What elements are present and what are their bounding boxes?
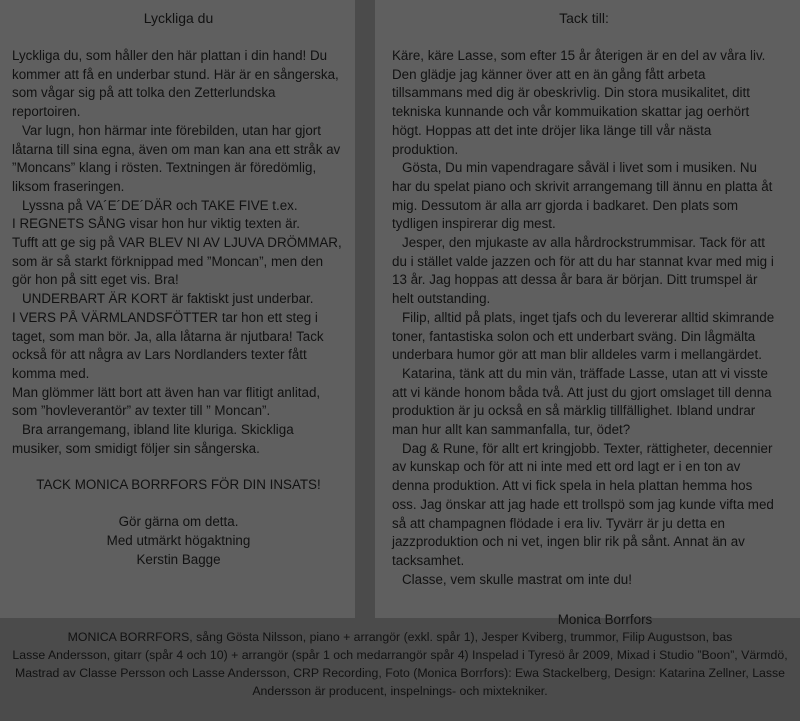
left-paragraph: Bra arrangemang, ibland lite kluriga. Skickliga musiker, som smidigt följer sin sångerska. bbox=[12, 422, 294, 456]
left-paragraph: Var lugn, hon härmar inte förebilden, utan har gjort låtarna till sina egna, även om man kan ana ett stråk av ”Moncans” klang i rösten. Textningen är föredömlig, liksom fraseringen. bbox=[12, 122, 341, 194]
left-paragraph: I REGNETS SÅNG visar hon hur viktig texten är. bbox=[12, 216, 301, 232]
left-paragraph: Man glömmer lätt bort att även han var flitigt anlitad, som ”hovleverantör” av texter till ” Moncan”. bbox=[12, 384, 321, 419]
closing-line: Med utmärkt högaktning bbox=[106, 532, 251, 548]
left-paragraph: Lyssna på VA´E´DE´DÄR och TAKE FIVE t.ex. bbox=[22, 197, 298, 213]
left-paragraph: Lyckliga du, som håller den här plattan i din hand! Du kommer att få en underbar stund. Här är en sångerska, som vågar sig på att tolka den Zetterlundska reportoiren. bbox=[12, 48, 339, 120]
right-title: Tack till: bbox=[559, 10, 609, 26]
left-panel bbox=[0, 0, 355, 618]
left-title: Lyckliga du bbox=[143, 10, 214, 26]
right-paragraph: Käre, käre Lasse, som efter 15 år återigen är en del av våra liv. Den glädje jag känner över att en än gång fått arbeta tillsammans med dig är obeskrivlig. Din stora musikalitet, ditt tekniska kunnande och vår kommuikation skattar jag oerhört högt. Hoppas att det inte dröjer lika länge till vår nästa produktion. bbox=[392, 48, 766, 157]
right-paragraph: Dag & Rune, för allt ert kringjobb. Texter, rättigheter, decennier av kunskap och för att ni inte med ett ord lagt er i en ton av denna produktion. Att vi fick spela in hela plattan hemma hos oss. Jag önskar att jag hade ett trollspö som jag kunde vifta med så att champagnen flödade i era liv. Tyvärr är ju detta en jazzproduktion och ni vet, ingen blir rik på sånt. Annat än av tacksamhet. bbox=[392, 440, 774, 568]
right-paragraph: Katarina, tänk att du min vän, träffade Lasse, utan att vi visste att vi kände honom båda två. Att just du gjort omslaget till denna produktion är ju också en så märklig tillfällighet. Ibland undrar man hur allt kan sammanfalla, tur, ödet? bbox=[392, 365, 772, 438]
signature: Monica Borrfors bbox=[557, 612, 653, 628]
left-paragraph: I VERS PÅ VÄRMLANDSFÖTTER tar hon ett steg i taget, som man bör. Ja, alla låtarna är njutbara! Tack också för att några av Lars Nordlanders texter fått komma med. bbox=[12, 309, 324, 381]
credits-line: Mastrad av Classe Persson och Lasse Andersson, CRP Recording, Foto (Monica Borrfors): Ewa Stackelberg, Design: Katarina Zellner, Lasse bbox=[14, 666, 786, 680]
credits-line: MONICA BORRFORS, sång Gösta Nilsson, piano + arrangör (exkl. spår 1), Jesper Kviberg, trummor, Filip Augustson, bas bbox=[67, 630, 733, 644]
right-paragraph: Filip, alltid på plats, inget tjafs och du levererar alltid skimrande toner, fantastiska solon och ett underbart sväng. Din lågmälta underbara humor gör att man blir alldeles varm i mellangärdet. bbox=[392, 309, 775, 363]
left-paragraph: Tufft att ge sig på VAR BLEV NI AV LJUVA DRÖMMAR, som är så starkt förknippad med ”Moncan”, men den gör hon på sitt eget vis. Bra! bbox=[12, 235, 342, 288]
credits-line: Andersson är producent, inspelnings- och mixtekniker. bbox=[252, 684, 548, 698]
credits bbox=[0, 628, 800, 700]
credits-line: Lasse Andersson, gitarr (spår 4 och 10) + arrangör (spår 1 och medarrangör spår 4) Inspelad i Tyresö år 2009, Mixad i Studio ”Boon”, Värmdö, bbox=[12, 648, 788, 662]
left-paragraph: UNDERBART ÄR KORT är faktiskt just underbar. bbox=[22, 291, 314, 307]
right-panel bbox=[375, 0, 800, 628]
right-paragraph: Gösta, Du min vapendragare såväl i livet som i musiken. Nu har du spelat piano och skrivit arrangemang till ännu en platta åt mig. Dessutom är alla arr gjorda i badkaret. Den plats som tydligen inspirerar dig mest. bbox=[392, 160, 773, 232]
right-paragraph: Jesper, den mjukaste av alla hårdrockstrummisar. Tack för att du i stället valde jazzen och för att du har stannat kvar med mig i 13 år. Jag hoppas att dessa år bara är början. Ditt trumspel är helt outstanding. bbox=[392, 235, 774, 307]
thanks-line: TACK MONICA BORRFORS FÖR DIN INSATS! bbox=[36, 477, 321, 493]
closing-signature: Kerstin Bagge bbox=[136, 551, 221, 567]
right-paragraph: Classe, vem skulle mastrat om inte du! bbox=[402, 571, 632, 587]
closing-line: Gör gärna om detta. bbox=[118, 514, 239, 530]
